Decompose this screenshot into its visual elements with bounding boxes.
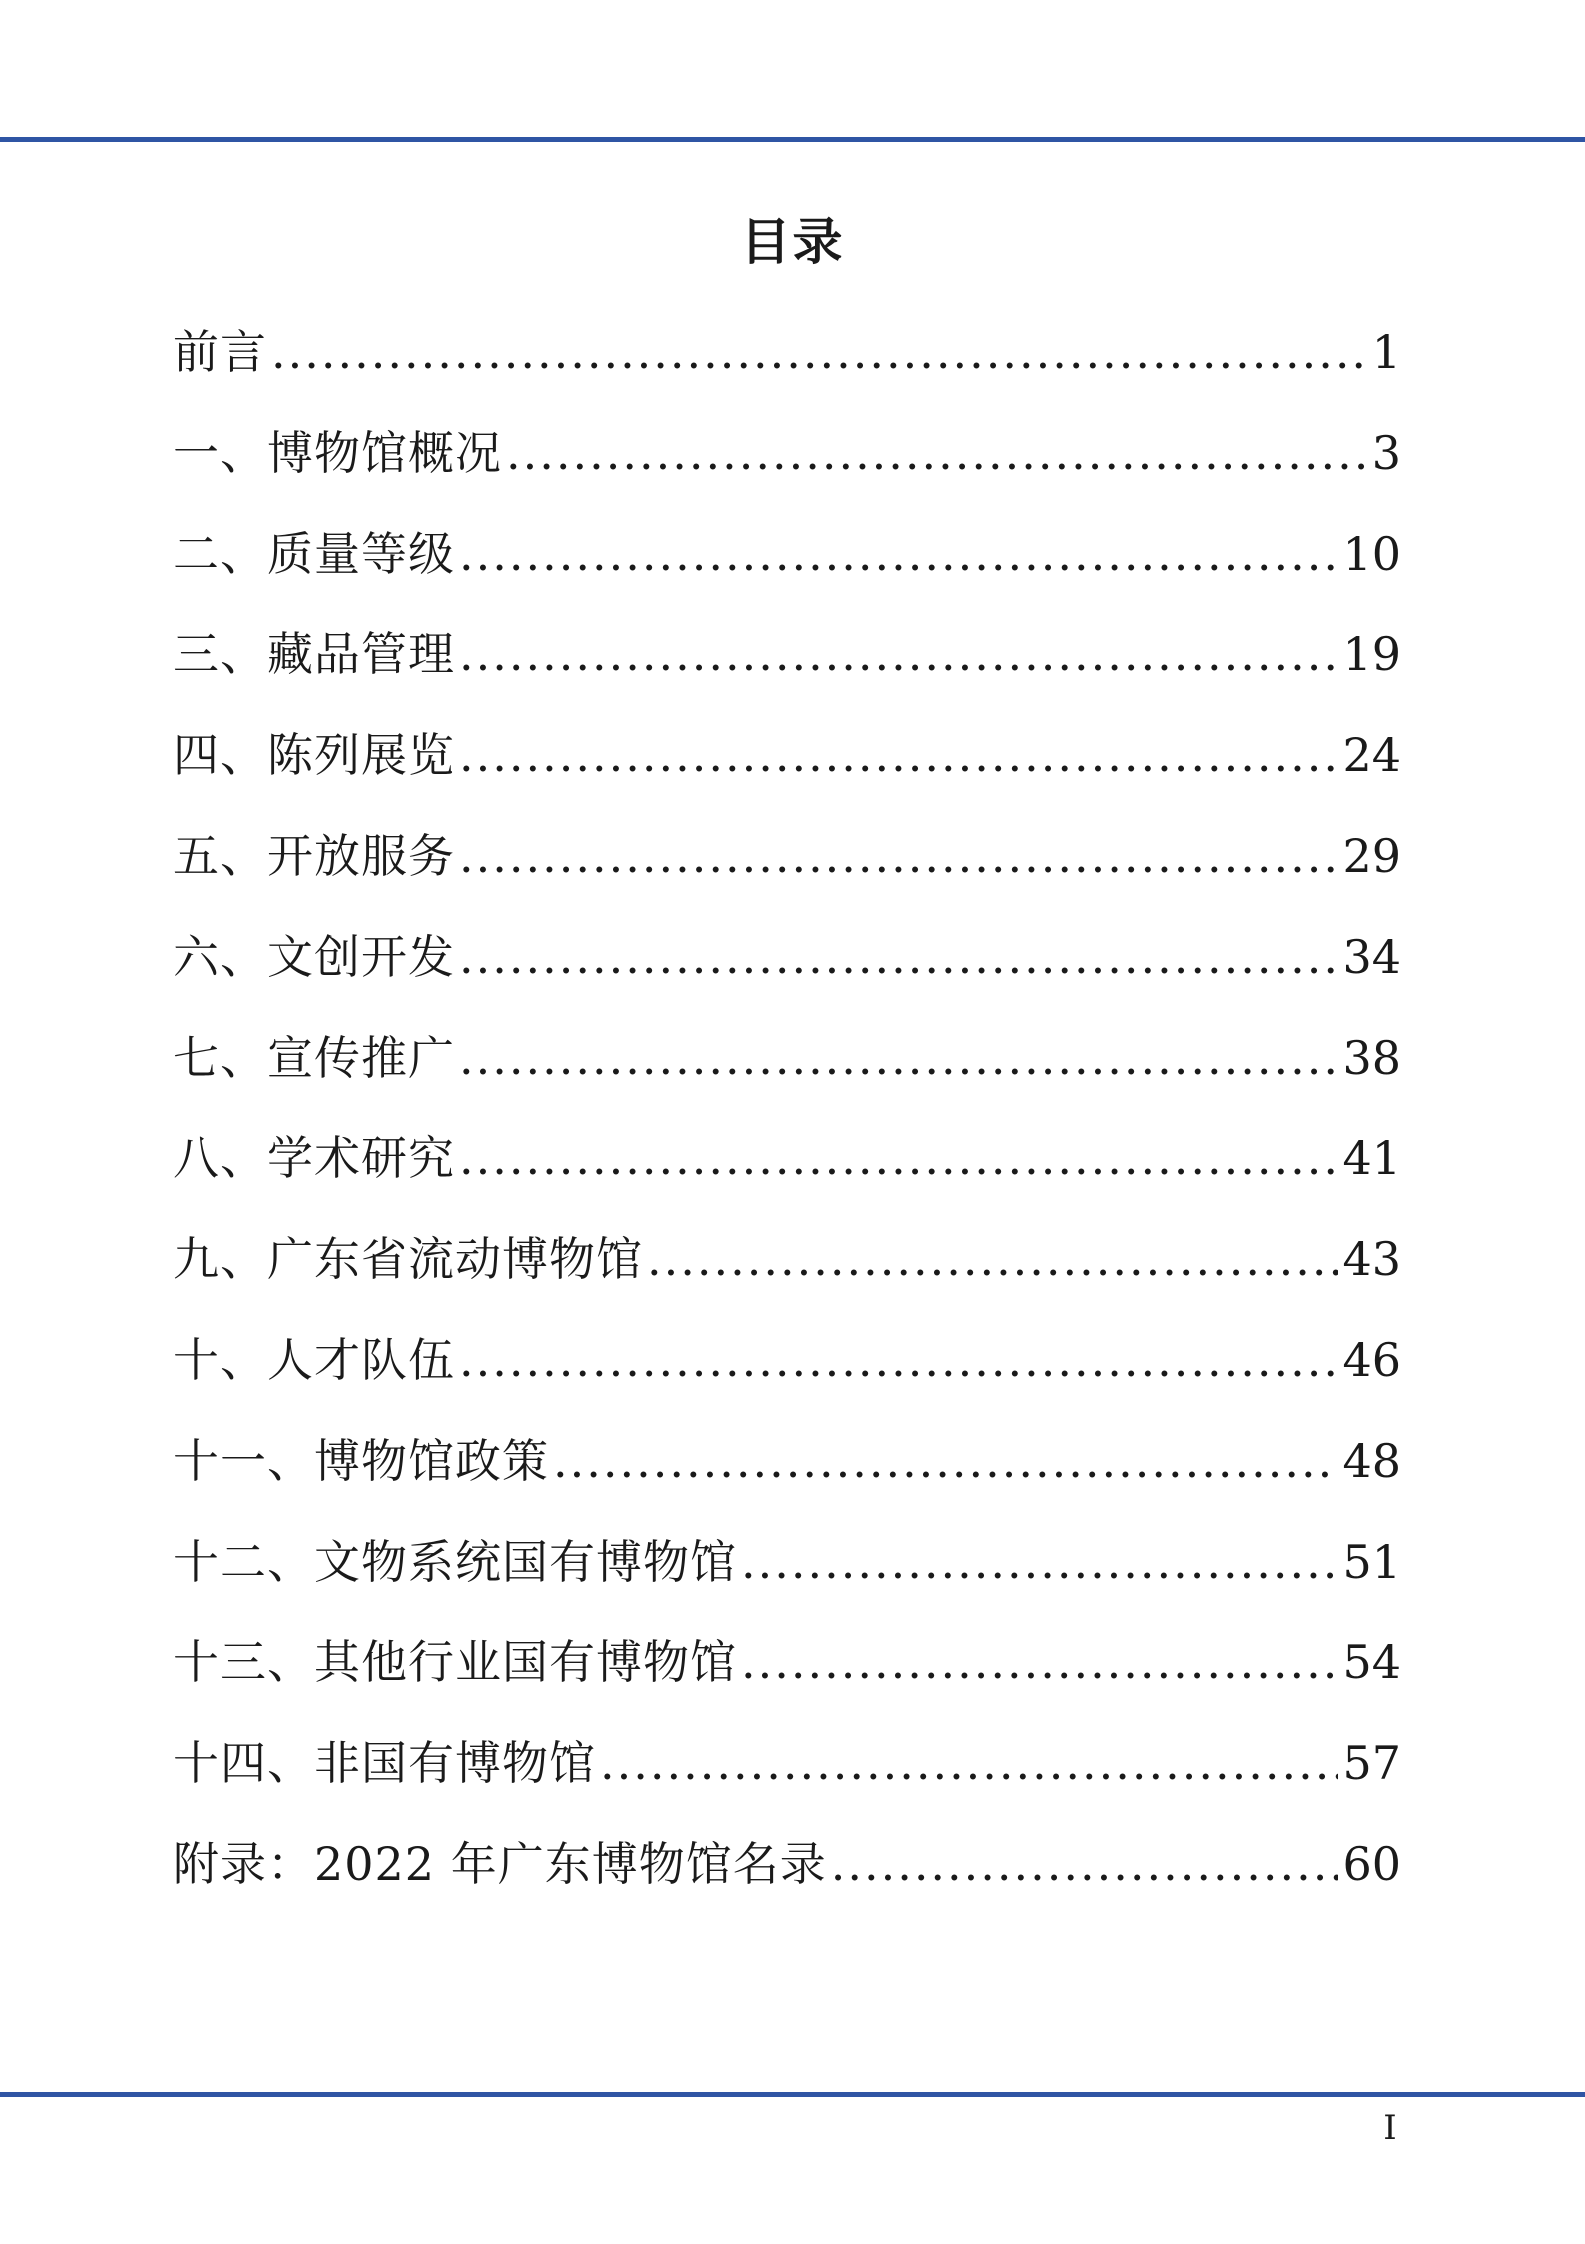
toc-entry-page: 3 — [1371, 425, 1401, 480]
toc-entry-label: 五、开放服务 — [173, 828, 455, 883]
toc-entry-state-owned-heritage[interactable] — [173, 1530, 1401, 1631]
toc-entry-page: 46 — [1342, 1332, 1401, 1387]
dot-leader — [271, 320, 1368, 384]
toc-entry-label: 十一、博物馆政策 — [173, 1433, 549, 1488]
dot-leader — [741, 1630, 1338, 1694]
toc-entry-appendix[interactable] — [173, 1832, 1401, 1933]
toc-entry-page: 34 — [1342, 929, 1401, 984]
toc-entry-page: 38 — [1342, 1030, 1401, 1085]
toc-entry-talent[interactable] — [173, 1328, 1401, 1429]
toc-entry-page: 24 — [1342, 728, 1401, 783]
toc-entry-non-state[interactable] — [173, 1731, 1401, 1832]
toc-entry-cultural-products[interactable] — [173, 925, 1401, 1026]
toc-entry-preface[interactable] — [173, 320, 1401, 421]
dot-leader — [459, 522, 1338, 586]
footer-rule — [0, 2092, 1585, 2097]
toc-entry-page: 54 — [1342, 1635, 1401, 1690]
dot-leader — [459, 925, 1338, 989]
toc-entry-exhibitions[interactable] — [173, 723, 1401, 824]
toc-entry-page: 19 — [1342, 627, 1401, 682]
dot-leader — [506, 421, 1368, 485]
toc-entry-overview[interactable] — [173, 421, 1401, 522]
toc-entry-label: 八、学术研究 — [173, 1131, 455, 1186]
dot-leader — [459, 622, 1338, 686]
toc-entry-label: 十四、非国有博物馆 — [173, 1736, 596, 1791]
toc-list — [173, 320, 1401, 1933]
toc-entry-quality-grade[interactable] — [173, 522, 1401, 623]
toc-entry-collection-management[interactable] — [173, 622, 1401, 723]
toc-entry-label: 前言 — [173, 325, 267, 379]
toc-entry-page: 29 — [1342, 828, 1401, 883]
dot-leader — [459, 723, 1338, 787]
toc-entry-policy[interactable] — [173, 1429, 1401, 1530]
toc-entry-label: 一、博物馆概况 — [173, 425, 502, 480]
toc-entry-label: 十二、文物系统国有博物馆 — [173, 1534, 737, 1589]
toc-entry-page: 48 — [1342, 1433, 1401, 1488]
toc-entry-page: 60 — [1342, 1836, 1401, 1891]
toc-title: 目录 — [740, 213, 845, 271]
toc-entry-public-services[interactable] — [173, 824, 1401, 925]
toc-entry-page: 51 — [1342, 1534, 1401, 1589]
toc-entry-page: 1 — [1371, 325, 1401, 379]
page-number: I — [1383, 2108, 1397, 2148]
toc-entry-page: 41 — [1342, 1131, 1401, 1186]
dot-leader — [831, 1832, 1339, 1896]
dot-leader — [459, 1126, 1338, 1190]
toc-entry-label: 六、文创开发 — [173, 929, 455, 984]
dot-leader — [553, 1429, 1338, 1493]
toc-entry-label: 十三、其他行业国有博物馆 — [173, 1635, 737, 1690]
toc-entry-page: 43 — [1342, 1232, 1401, 1287]
dot-leader — [459, 1026, 1338, 1090]
toc-entry-page: 10 — [1342, 526, 1401, 581]
toc-entry-academic-research[interactable] — [173, 1126, 1401, 1227]
dot-leader — [600, 1731, 1338, 1795]
dot-leader — [459, 1328, 1338, 1392]
dot-leader — [741, 1530, 1338, 1594]
toc-entry-label: 四、陈列展览 — [173, 728, 455, 783]
toc-entry-state-owned-other[interactable] — [173, 1630, 1401, 1731]
toc-entry-label: 二、质量等级 — [173, 526, 455, 581]
toc-entry-label: 三、藏品管理 — [173, 627, 455, 682]
toc-entry-page: 57 — [1342, 1736, 1401, 1791]
header-rule — [0, 137, 1585, 142]
toc-entry-label: 九、广东省流动博物馆 — [173, 1232, 643, 1287]
toc-entry-promotion[interactable] — [173, 1026, 1401, 1127]
toc-entry-mobile-museum[interactable] — [173, 1227, 1401, 1328]
dot-leader — [459, 824, 1338, 888]
toc-entry-label: 七、宣传推广 — [173, 1030, 455, 1085]
toc-entry-label: 附录：2022 年广东博物馆名录 — [173, 1836, 827, 1891]
dot-leader — [647, 1227, 1338, 1291]
toc-entry-label: 十、人才队伍 — [173, 1332, 455, 1387]
